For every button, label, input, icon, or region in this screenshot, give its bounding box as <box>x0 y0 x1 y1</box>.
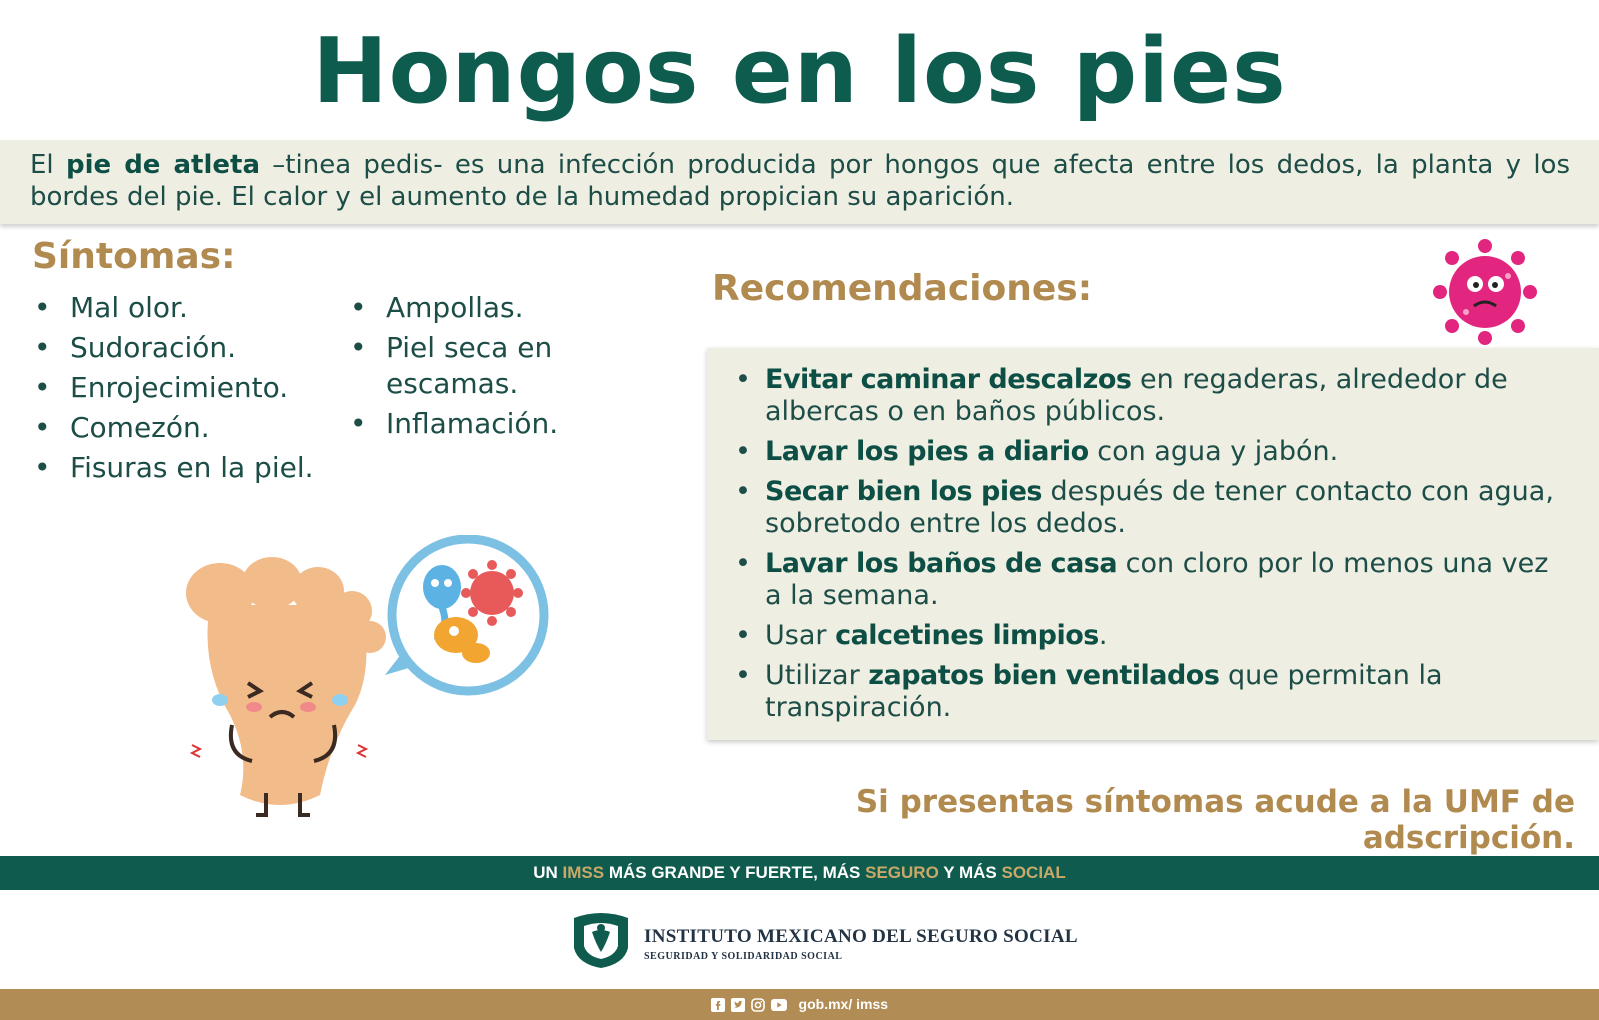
symptom-item: • Enrojecimiento. <box>32 370 362 406</box>
intro-text <box>30 149 1570 213</box>
call-to-action: Si presentas síntomas acude a la UMF de adscripción. <box>855 784 1575 856</box>
recommendation-item: • Secar bien los pies después de tener contacto con agua, sobretodo entre los dedos. <box>735 476 1565 540</box>
footer-url[interactable]: gob.mx/ imss <box>798 996 889 1012</box>
page-title: Hongos en los pies <box>312 19 1287 124</box>
recommendation-item: • Evitar caminar descalzos en regaderas, alrededor de albercas o en baños públicos. <box>735 364 1565 428</box>
recommendation-item: • Usar calcetines limpios. <box>735 620 1565 652</box>
symptoms-heading: Síntomas: <box>32 236 236 277</box>
pink-germ-icon <box>1430 236 1540 346</box>
intro-lead: El <box>30 150 66 180</box>
slogan-bar: UN IMSS MÁS GRANDE Y FUERTE, MÁS SEGURO Y MÁS SOCIAL <box>0 856 1599 890</box>
recommendation-item: • Lavar los pies a diario con agua y jabón. <box>735 436 1565 468</box>
recommendations-list <box>735 364 1565 732</box>
symptom-item: • Ampollas. <box>348 290 598 326</box>
recommendations-panel <box>707 348 1599 740</box>
intro-banner <box>0 140 1599 224</box>
footer-bar <box>0 989 1599 1020</box>
institute-name: INSTITUTO MEXICANO DEL SEGURO SOCIAL <box>644 926 1078 947</box>
symptom-item: • Inflamación. <box>348 406 598 442</box>
intro-bold: pie de atleta <box>65 150 261 180</box>
symptoms-list-2 <box>348 290 598 446</box>
symptom-item: • Sudoración. <box>32 330 362 366</box>
intro-rest: –tinea pedis- es una infección producida por hongos que afecta entre los dedos, la planta y los bordes del pie. El calor y el aumento de la humedad propician su aparición. <box>30 150 1571 212</box>
imss-emblem-icon <box>570 910 632 970</box>
institute-tagline: SEGURIDAD Y SOLIDARIDAD SOCIAL <box>644 951 843 962</box>
facebook-icon[interactable] <box>711 998 725 1012</box>
imss-logo-block <box>570 910 1078 970</box>
instagram-icon[interactable] <box>751 998 765 1012</box>
symptom-item: • Fisuras en la piel. <box>32 450 362 486</box>
symptom-item: • Piel seca en escamas. <box>348 330 598 402</box>
recommendation-item: • Lavar los baños de casa con cloro por lo menos una vez a la semana. <box>735 548 1565 612</box>
sad-foot-illustration <box>180 535 560 835</box>
symptom-item: • Comezón. <box>32 410 362 446</box>
recommendations-heading: Recomendaciones: <box>712 268 1093 309</box>
twitter-icon[interactable] <box>731 998 745 1012</box>
symptom-item: • Mal olor. <box>32 290 362 326</box>
symptoms-list-1 <box>32 290 362 490</box>
youtube-icon[interactable] <box>771 999 787 1011</box>
recommendation-item: • Utilizar zapatos bien ventilados que permitan la transpiración. <box>735 660 1565 724</box>
